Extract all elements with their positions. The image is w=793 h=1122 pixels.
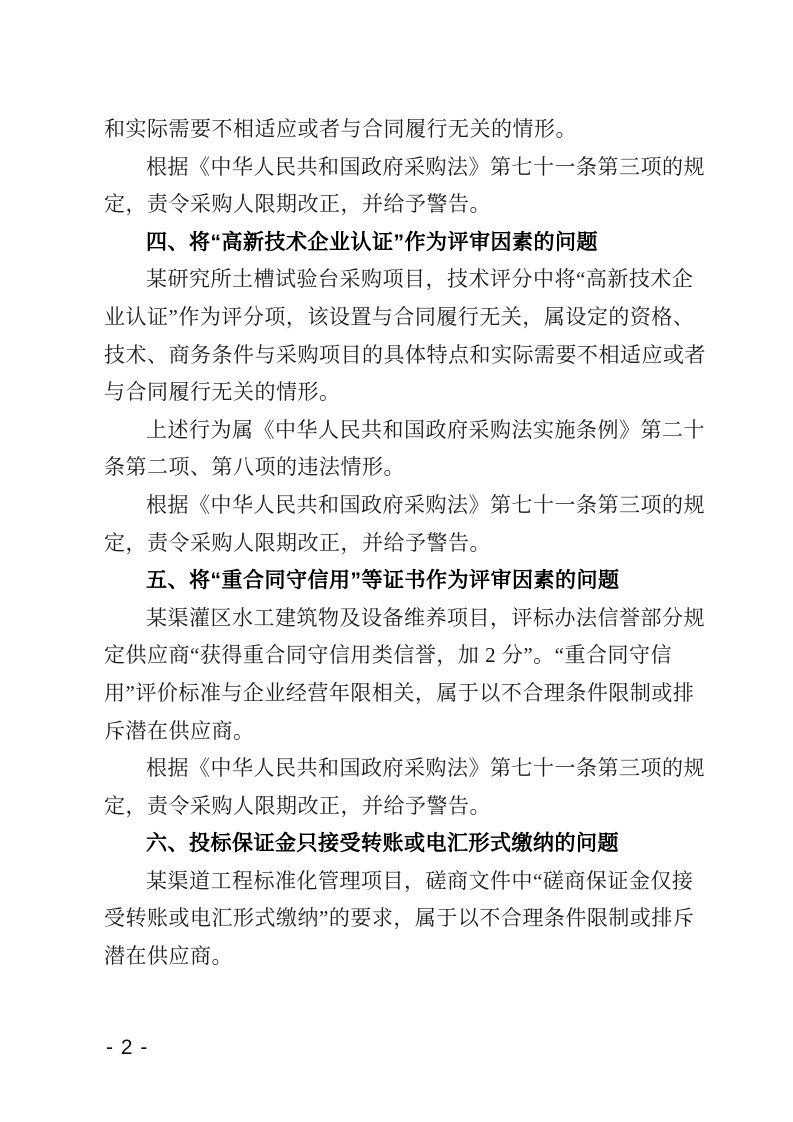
section-heading: 四、将“高新技术企业认证”作为评审因素的问题 bbox=[146, 230, 598, 254]
body-text-line: 受转账或电汇形式缴纳”的要求，属于以不合理条件限制或排斥 bbox=[104, 906, 695, 931]
body-text-line: 定，责令采购人限期改正，并给予警告。 bbox=[104, 192, 491, 217]
body-text-line: 条第二项、第八项的违法情形。 bbox=[104, 455, 405, 480]
page-number: - 2 - bbox=[106, 1036, 149, 1059]
section-heading: 六、投标保证金只接受转账或电汇形式缴纳的问题 bbox=[146, 832, 619, 856]
text-block bbox=[104, 111, 706, 976]
body-text-line: 潜在供应商。 bbox=[104, 944, 233, 969]
body-text-line: 技术、商务条件与采购项目的具体特点和实际需要不相适应或者 bbox=[104, 342, 706, 367]
body-text-line: 上述行为属《中华人民共和国政府采购法实施条例》第二十 bbox=[146, 417, 705, 442]
body-text-line: 定供应商“获得重合同守信用类信誉，加 2 分”。“重合同守信 bbox=[104, 643, 672, 668]
body-text-line: 定，责令采购人限期改正，并给予警告。 bbox=[104, 793, 491, 818]
section-heading: 五、将“重合同守信用”等证书作为评审因素的问题 bbox=[146, 569, 620, 593]
body-text-line: 与合同履行无关的情形。 bbox=[104, 380, 341, 405]
body-text-line: 某渠灌区水工建筑物及设备维养项目，评标办法信誉部分规 bbox=[146, 605, 705, 630]
body-text-line: 根据《中华人民共和国政府采购法》第七十一条第三项的规 bbox=[146, 756, 705, 781]
body-text-line: 斥潜在供应商。 bbox=[104, 718, 255, 743]
body-text-line: 根据《中华人民共和国政府采购法》第七十一条第三项的规 bbox=[146, 492, 705, 517]
body-text-line: 某研究所土槽试验台采购项目，技术评分中将“高新技术企 bbox=[146, 267, 694, 292]
body-text-line: 定，责令采购人限期改正，并给予警告。 bbox=[104, 530, 491, 555]
body-text-line: 和实际需要不相适应或者与合同履行无关的情形。 bbox=[104, 117, 577, 141]
body-text-line: 业认证”作为评分项，该设置与合同履行无关，属设定的资格、 bbox=[104, 304, 695, 329]
body-text-line: 根据《中华人民共和国政府采购法》第七十一条第三项的规 bbox=[146, 154, 705, 179]
body-text-line: 某渠道工程标准化管理项目，磋商文件中“磋商保证金仅接 bbox=[146, 868, 694, 893]
body-text-line: 用”评价标准与企业经营年限相关，属于以不合理条件限制或排 bbox=[104, 680, 695, 705]
